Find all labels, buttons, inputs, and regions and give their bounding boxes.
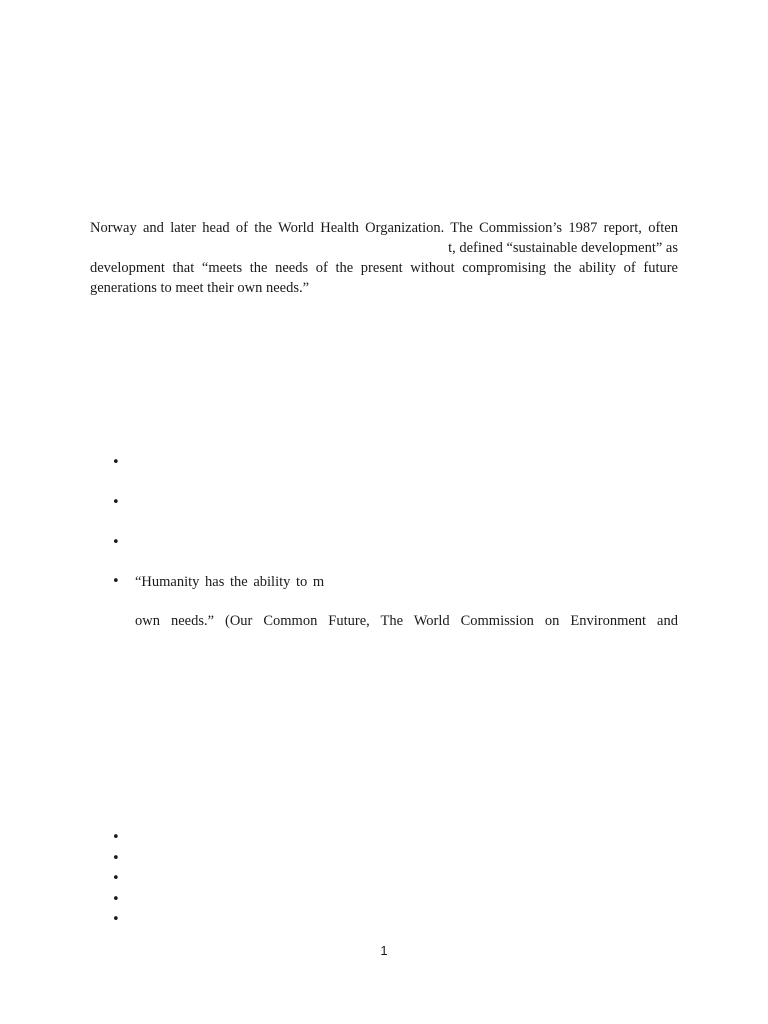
bullet-marker [112, 890, 122, 910]
body-paragraph [90, 218, 678, 298]
bullet-marker [112, 849, 122, 869]
bullet-marker [112, 828, 122, 848]
page-number: 1 [380, 943, 388, 958]
bullet-marker [112, 493, 122, 513]
paragraph-line-3: development that “meets the needs of the present without compromising the ability of future [90, 260, 678, 276]
bullet-marker [112, 869, 122, 889]
paragraph-line-2: t, defined “sustainable development” as [448, 240, 678, 256]
paragraph-line-4: generations to meet their own needs.” [90, 280, 310, 296]
bullet-marker [112, 453, 122, 473]
bullet-item-4-continuation: own needs.” (Our Common Future, The World Commission on Environment and [135, 613, 678, 629]
paragraph-line-1: Norway and later head of the World Health Organization. The Commission’s 1987 report, often [90, 220, 678, 236]
bullet-marker [112, 910, 122, 930]
bullet-marker [112, 533, 122, 553]
bullet-item-4: “Humanity has the ability to m [135, 574, 325, 590]
bullet-marker [112, 572, 122, 592]
